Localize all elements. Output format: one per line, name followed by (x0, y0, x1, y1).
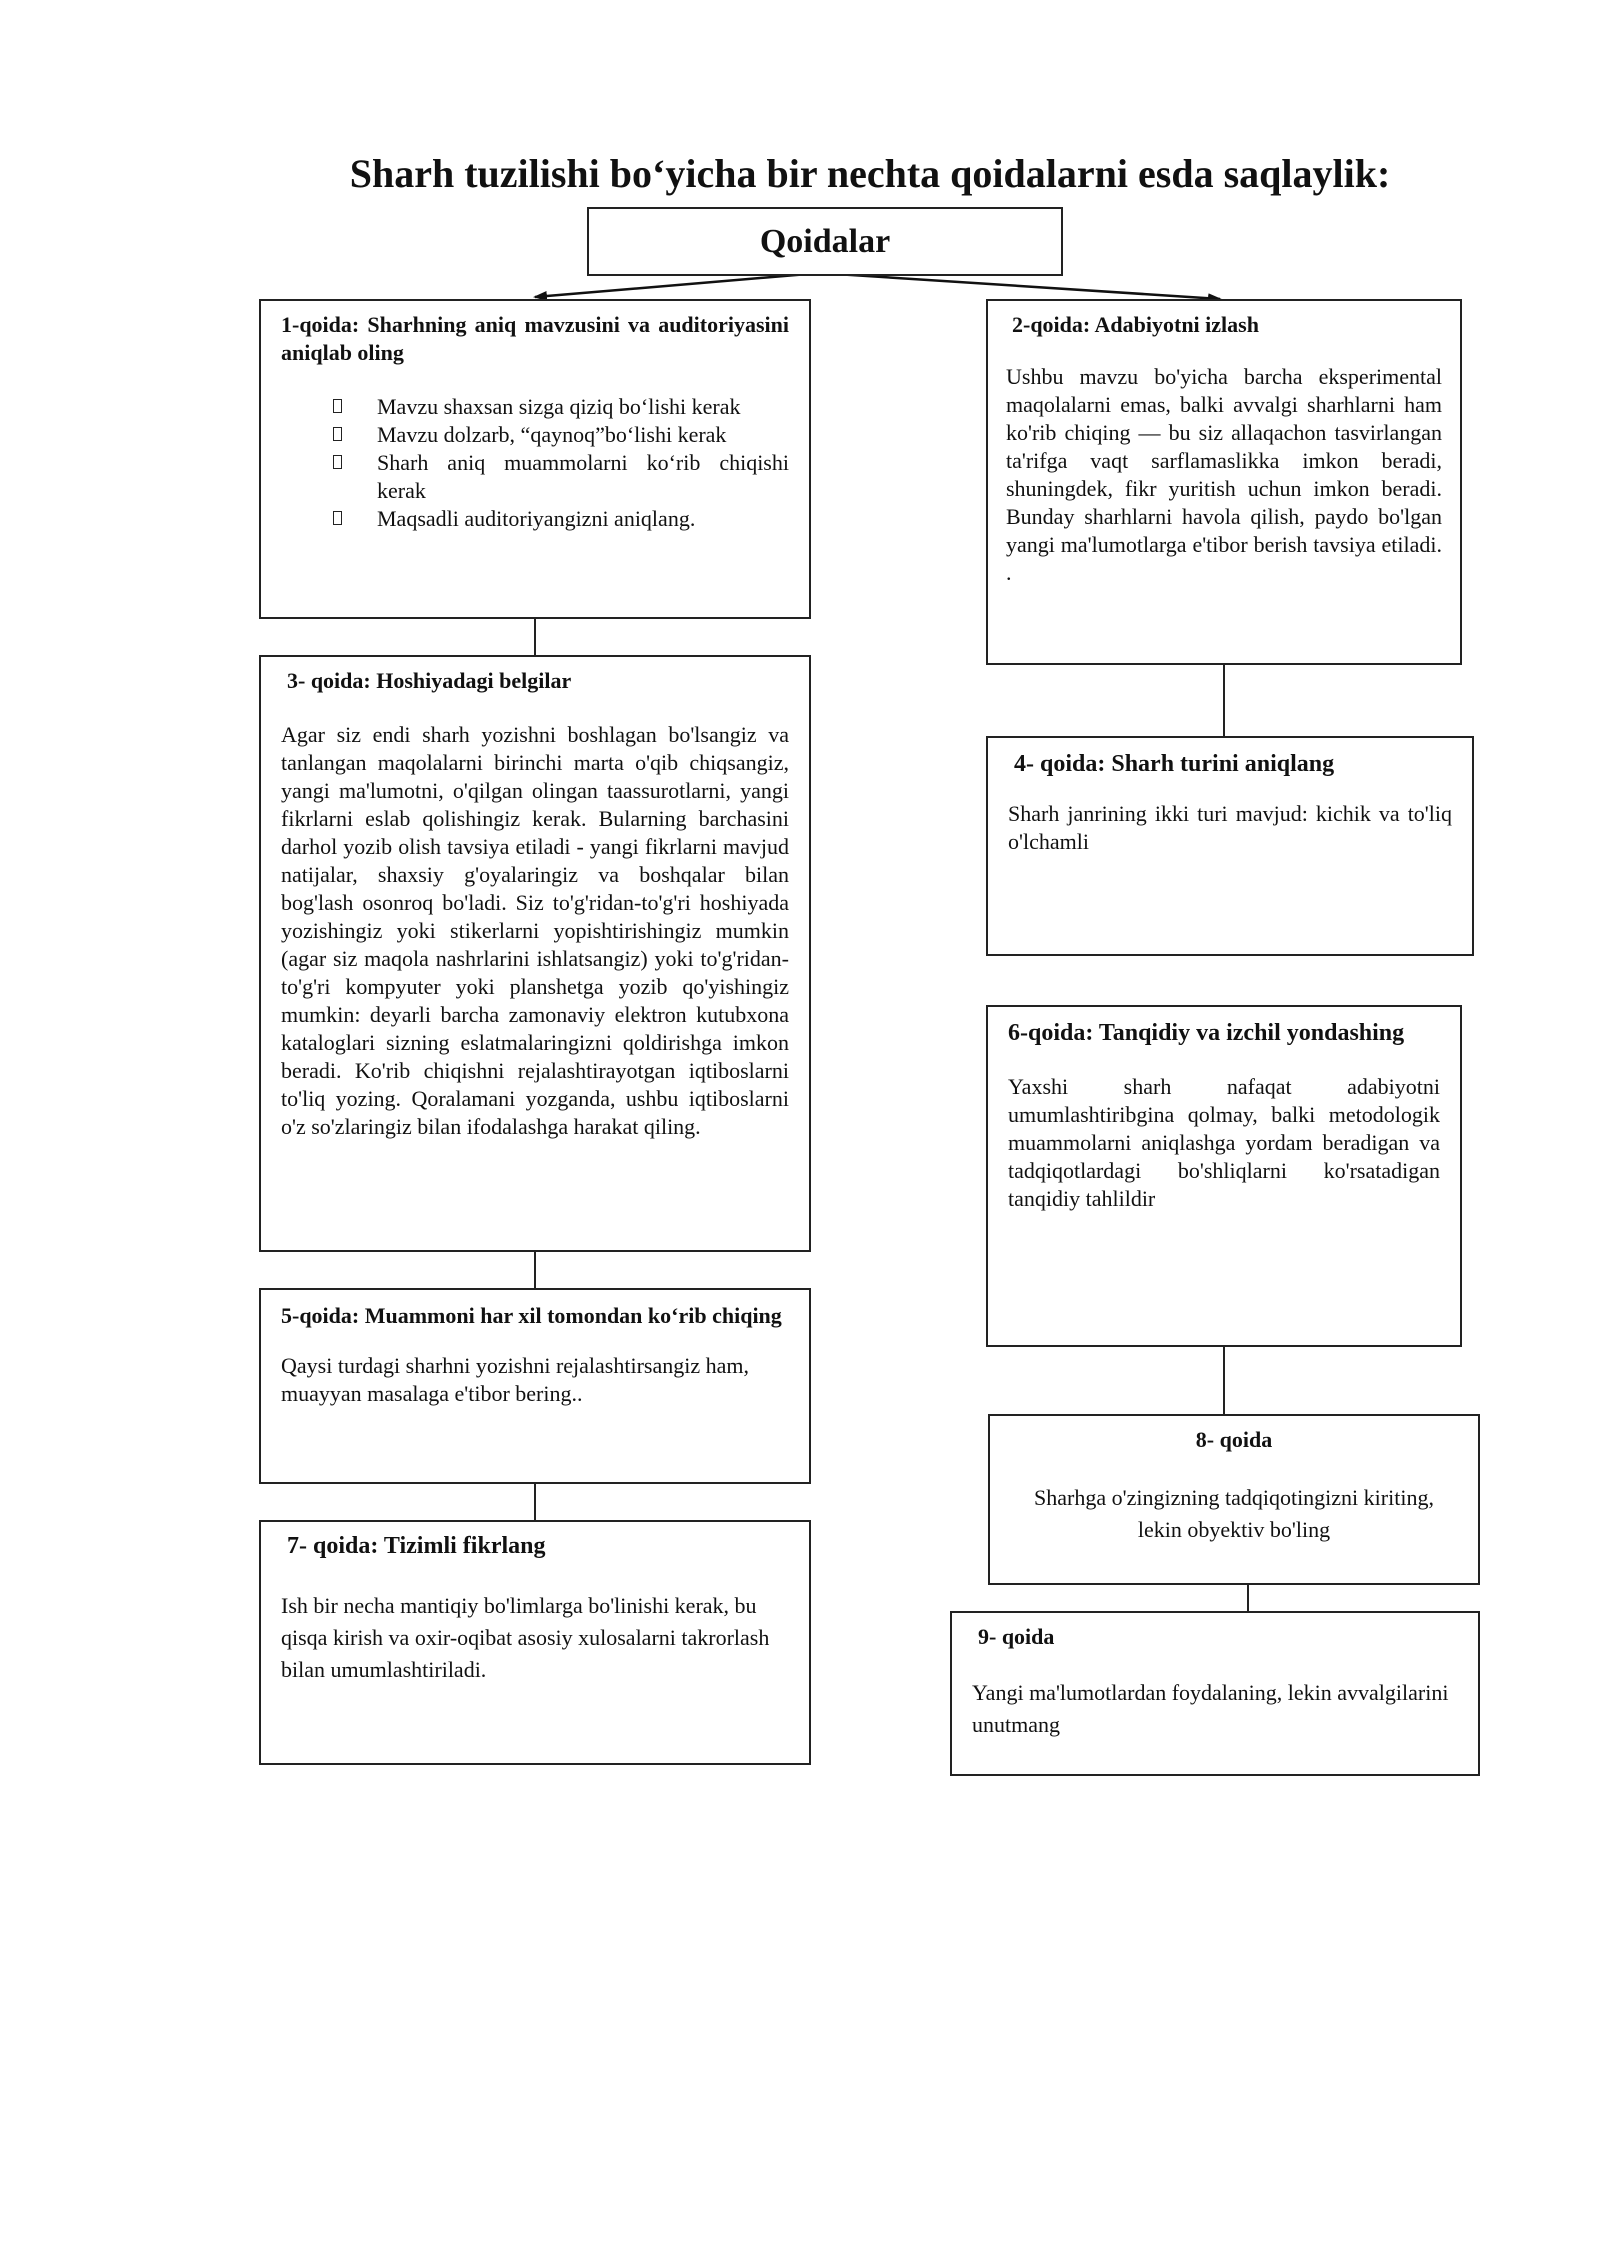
page-title: Sharh tuzilishi bo‘yicha bir nechta qoidalarni esda saqlaylik: (349, 151, 1391, 196)
rule-6-title: 6-qoida: Tanqidiy va izchil yondashing (1008, 1020, 1405, 1046)
rule-1-box (259, 299, 811, 619)
bullet-icon (333, 399, 342, 413)
root-label: Qoidalar (759, 223, 891, 260)
arrow-to-rule-1 (535, 273, 820, 297)
rule-3-title: 3- qoida: Hoshiyadagi belgilar (287, 668, 572, 693)
rule-6-box (986, 1005, 1462, 1347)
bullet-icon (333, 511, 342, 525)
bullet-icon (333, 455, 342, 469)
rule-9-text: Yangi ma'lumotlardan foydalaning, lekin avvalgilarini unutmang (972, 1680, 1449, 1737)
rule-8-title: 8- qoida (1195, 1427, 1273, 1452)
rule-7-title: 7- qoida: Tizimli fikrlang (287, 1533, 546, 1559)
rule-5-text: Qaysi turdagi sharhni yozishni rejalashtirsangiz ham, muayyan masalaga e'tibor bering.. (281, 1353, 749, 1406)
rule-4-text: Sharh janrining ikki turi mavjud: kichik va to'liq o'lchamli (1008, 801, 1452, 854)
rule-4-title: 4- qoida: Sharh turini aniqlang (1014, 751, 1335, 777)
arrow-to-rule-2 (820, 273, 1220, 299)
rule-5-title: 5-qoida: Muammoni har xil tomondan ko‘rib chiqing (281, 1303, 782, 1328)
bullet-icon (333, 427, 342, 441)
rule-7-text: Ish bir necha mantiqiy bo'limlarga bo'linishi kerak, bu qisqa kirish va oxir-oqibat asosiy xulosalarni takrorlash bilan umumlashtiriladi. (281, 1593, 770, 1682)
rule-8-box (988, 1414, 1480, 1585)
rule-6-text: Yaxshi sharh nafaqat adabiyotni umumlashtiribgina qolmay, balki metodologik muammolarni aniqlashga yordam beradigan va tadqiqotlardagi bo'shliqlarni ko'rsatadigan tanqidiy tahlildir (1008, 1074, 1440, 1211)
rule-2-box (986, 299, 1462, 665)
rule-7-box (259, 1520, 811, 1765)
rule-1-title: 1-qoida: Sharhning aniq mavzusini va auditoriyasini aniqlab oling (281, 312, 789, 365)
rule-9-box (950, 1611, 1480, 1776)
list-item: Maqsadli auditoriyangizni aniqlang. (281, 505, 789, 533)
list-item: Mavzu shaxsan sizga qiziq bo‘lishi kerak (281, 393, 789, 421)
rule-1-bullets (281, 393, 789, 533)
list-item: Sharh aniq muammolarni ko‘rib chiqishi kerak (281, 449, 789, 505)
root-node (587, 207, 1063, 276)
list-item: Mavzu dolzarb, “qaynoq”bo‘lishi kerak (281, 421, 789, 449)
rule-2-title: 2-qoida: Adabiyotni izlash (1012, 312, 1259, 337)
rule-5-box (259, 1288, 811, 1484)
rule-3-text: Agar siz endi sharh yozishni boshlagan bo'lsangiz va tanlangan maqolalarni birinchi marta o'qib chiqsangiz, yangi ma'lumotni, o'qilgan olingan taassurotlarni, yangi fikrlarni eslab qolishingiz kerak. Bularning barchasini darhol yozib olish tavsiya etiladi - yangi fikrlarni mavjud natijalar, shaxsiy g'oyalaringiz va boshqalar bilan bog'lash osonroq bo'ladi. Siz to'g'ridan-to'g'ri hoshiyada yozishingiz yoki stikerlarni yopishtirishingiz mumkin (agar siz maqola nashrlarini ishlatsangiz) yoki to'g'ridan-to'g'ri kompyuter yoki planshetga yozib qo'yishingiz mumkin: deyarli barcha zamonaviy elektron kutubxona kataloglari sizning eslatmalaringizni qoldirishga imkon beradi. Ko'rib chiqishni rejalashtirayotgan iqtiboslarni to'liq yozing. Qoralamani yozganda, ushbu iqtiboslarni o'z so'zlaringiz bilan ifodalashga harakat qiling. (281, 722, 789, 1139)
rule-2-text: Ushbu mavzu bo'yicha barcha eksperimental maqolalarni emas, balki avvalgi sharhlarni ham ko'rib chiqing — bu siz allaqachon tasvirlangan ta'rifga vaqt sarflamaslikka imkon beradi, shuningdek, fikr yuritish uchun imkon beradi. Bunday sharhlarni havola qilish, paydo bo'lgan yangi ma'lumotlarga e'tibor berish tavsiya etiladi. . (1006, 364, 1442, 585)
rule-3-box (259, 655, 811, 1252)
rule-4-box (986, 736, 1474, 956)
rule-8-text: Sharhga o'zingizning tadqiqotingizni kiriting, lekin obyektiv bo'ling (1034, 1485, 1434, 1542)
rule-9-title: 9- qoida (978, 1624, 1055, 1649)
